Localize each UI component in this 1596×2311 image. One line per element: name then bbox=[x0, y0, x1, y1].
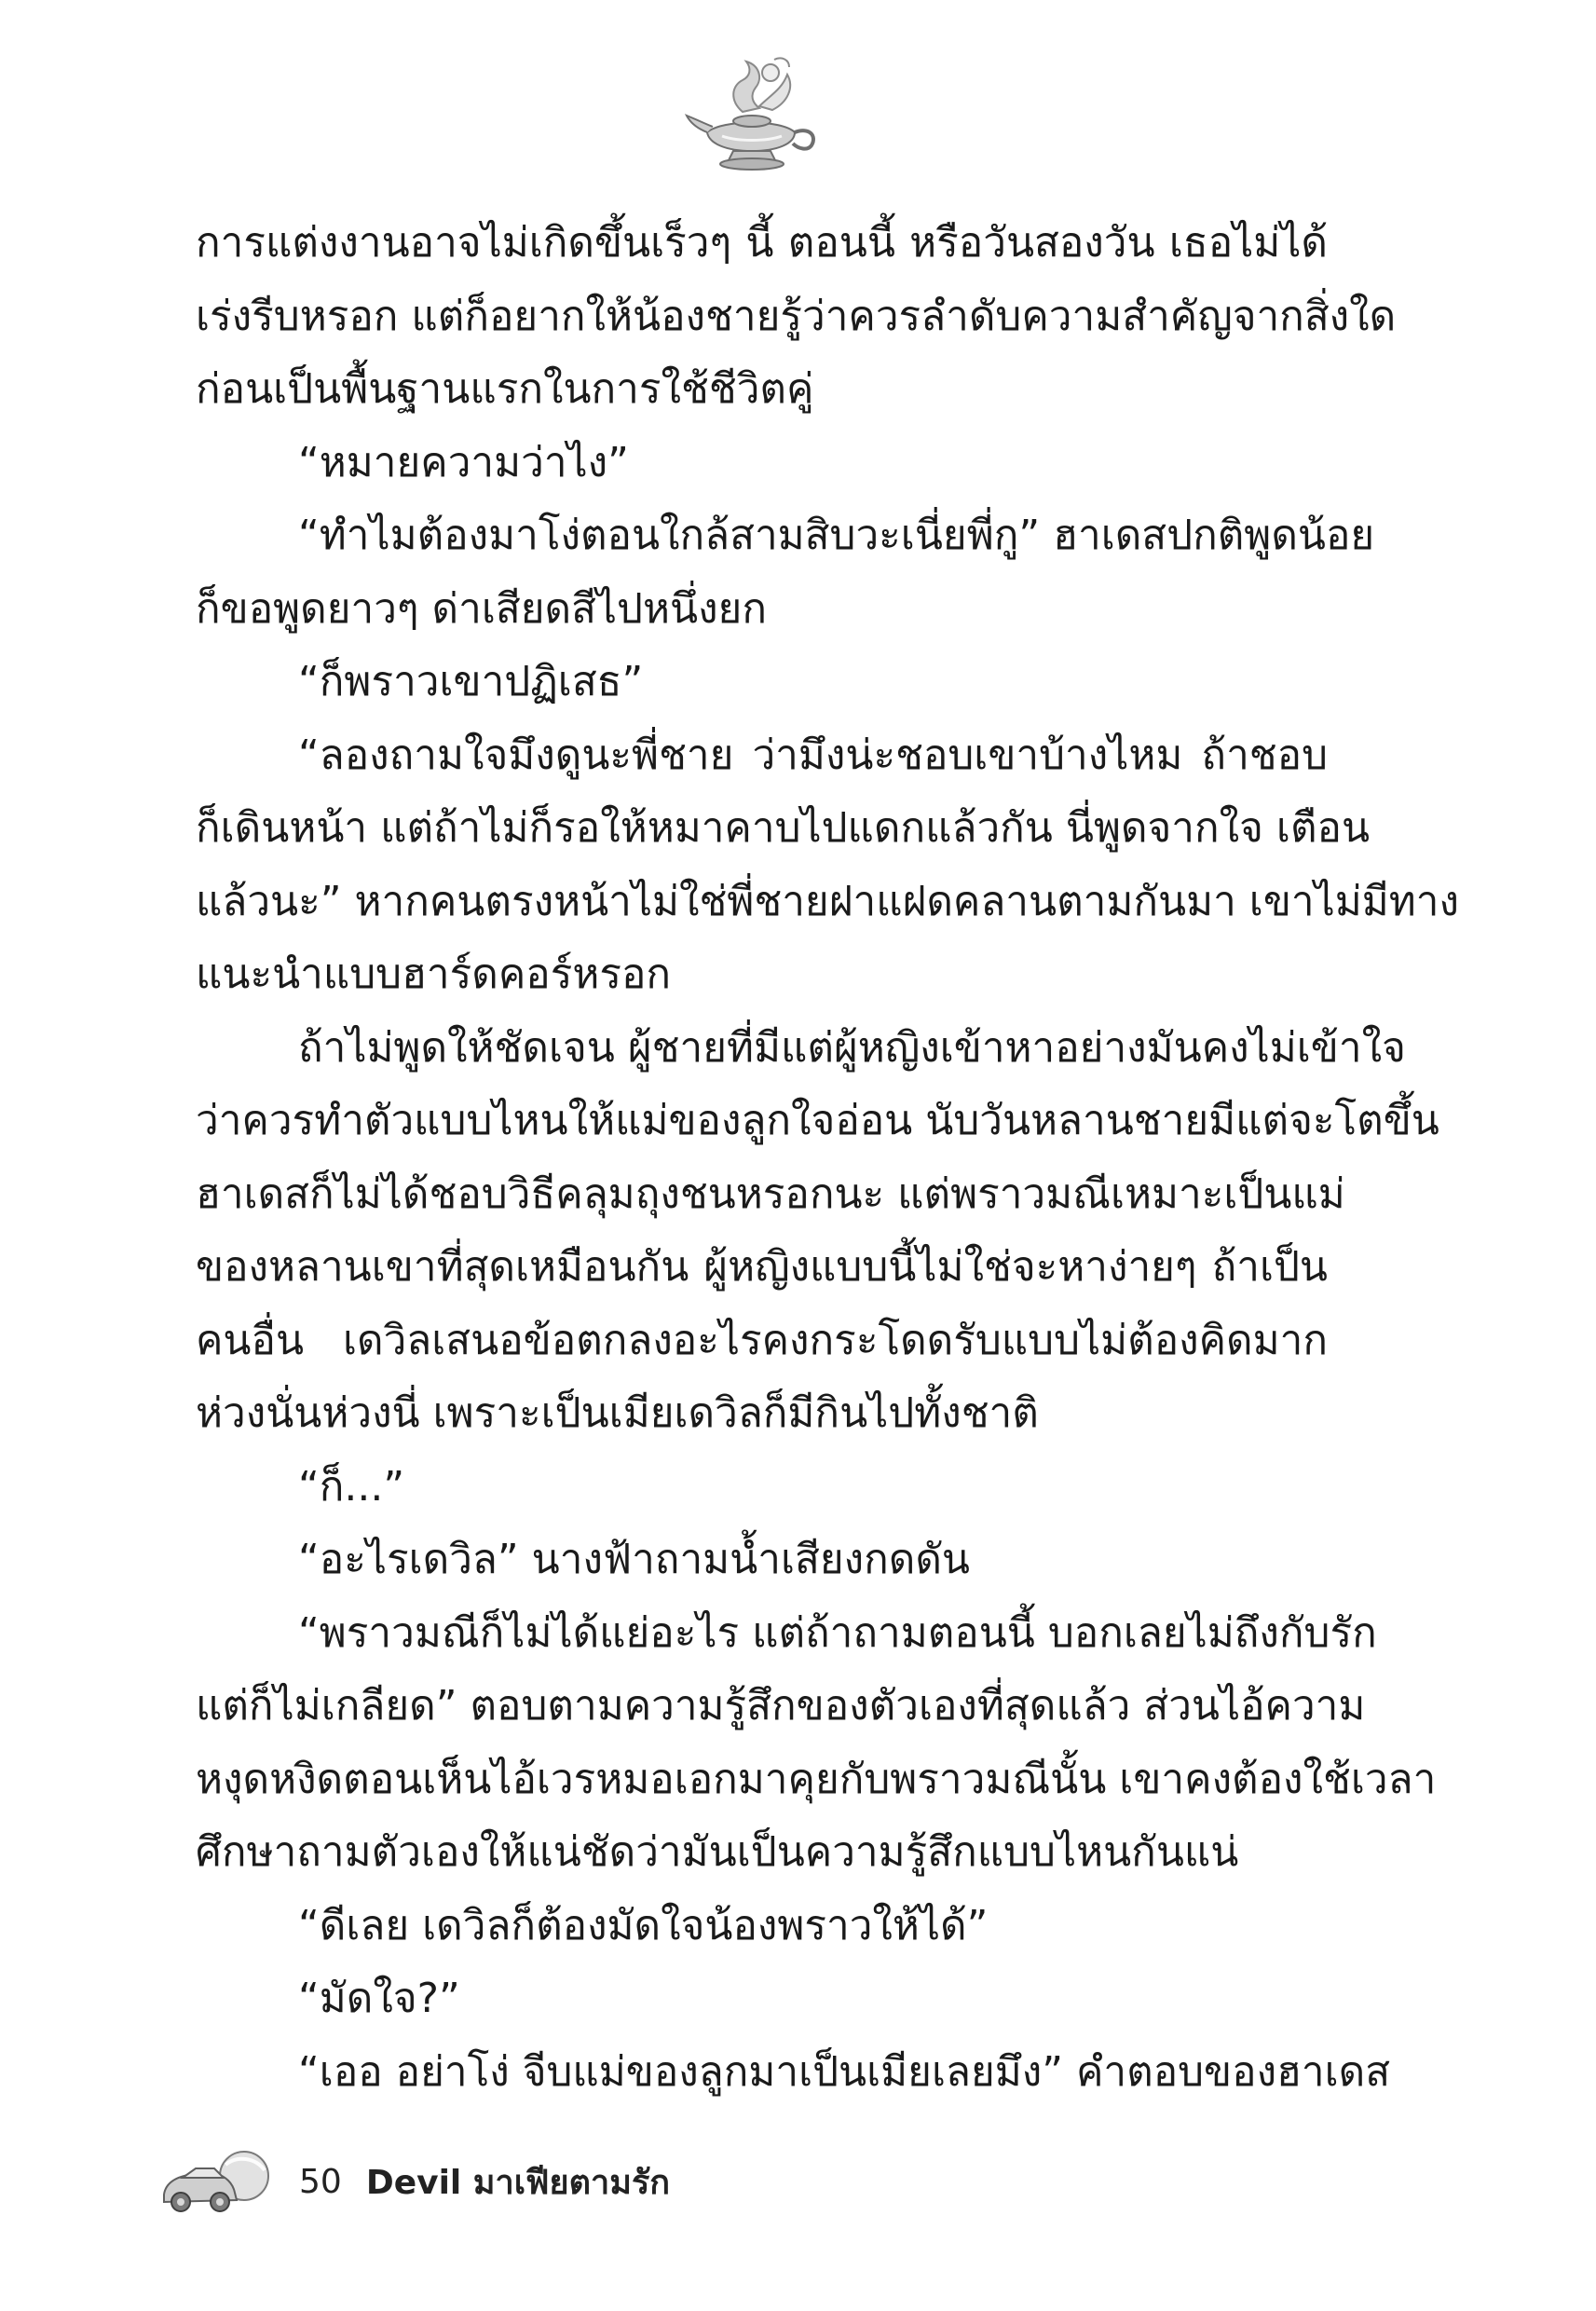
page-footer bbox=[158, 2148, 670, 2215]
text-line: “ก็...” bbox=[298, 1462, 405, 1511]
text-line: แนะนำแบบฮาร์ดคอร์หรอก bbox=[196, 950, 672, 998]
genie-lamp-icon bbox=[685, 54, 825, 175]
page-number: 50 bbox=[299, 2162, 342, 2201]
text-line: “ก็พราวเขาปฏิเสธ” bbox=[298, 658, 644, 705]
text-line: “มัดใจ?” bbox=[298, 1975, 460, 2022]
paragraph bbox=[196, 1012, 1439, 1451]
text-line: ศึกษาถามตัวเองให้แน่ชัดว่ามันเป็นความรู้สึกแบบไหนกันแน่ bbox=[196, 1828, 1239, 1876]
text-line: แต่ก็ไม่เกลียด” ตอบตามความรู้สึกของตัวเองที่สุดแล้ว ส่วนไอ้ความ bbox=[196, 1682, 1366, 1730]
body-text bbox=[196, 207, 1459, 2109]
car-and-ball-icon bbox=[158, 2148, 275, 2215]
text-line: การแต่งงานอาจไม่เกิดขึ้นเร็วๆ นี้ ตอนนี้ หรือวันสองวัน เธอไม่ได้ bbox=[196, 219, 1328, 267]
text-line: ว่าควรทำตัวแบบไหนให้แม่ของลูกใจอ่อน นับวันหลานชายมีแต่จะโตขึ้น bbox=[196, 1097, 1439, 1144]
paragraph bbox=[196, 207, 1397, 427]
text-line: ถ้าไม่พูดให้ชัดเจน ผู้ชายที่มีแต่ผู้หญิงเข้าหาอย่างมันคงไม่เข้าใจ bbox=[298, 1023, 1406, 1072]
paragraph bbox=[196, 499, 1375, 646]
paragraph bbox=[196, 427, 1328, 500]
paragraph bbox=[196, 2036, 1391, 2110]
text-line: หงุดหงิดตอนเห็นไอ้เวรหมอเอกมาคุยกับพราวมณีนั้น เขาคงต้องใช้เวลา bbox=[196, 1755, 1437, 1803]
text-line: ก็ขอพูดยาวๆ ด่าเสียดสีไปหนึ่งยก bbox=[196, 584, 767, 633]
paragraph bbox=[196, 1451, 1328, 1525]
text-line: แล้วนะ” หากคนตรงหน้าไม่ใช่พี่ชายฝาแฝดคลานตามกันมา เขาไม่มีทาง bbox=[196, 877, 1459, 925]
text-line: ห่วงนั่นห่วงนี่ เพราะเป็นเมียเดวิลก็มีกินไปทั้งชาติ bbox=[196, 1389, 1039, 1437]
text-line: ของหลานเขาที่สุดเหมือนกัน ผู้หญิงแบบนี้ไม่ใช่จะหาง่ายๆ ถ้าเป็น bbox=[196, 1243, 1328, 1291]
paragraph bbox=[196, 1597, 1437, 1890]
paragraph bbox=[196, 719, 1459, 1012]
paragraph bbox=[196, 1890, 1328, 1963]
text-line: ก่อนเป็นพื้นฐานแรกในการใช้ชีวิตคู่ bbox=[196, 365, 814, 413]
text-line: “หมายความว่าไง” bbox=[298, 438, 629, 486]
book-title: Devil มาเฟียตามรัก bbox=[365, 2163, 671, 2202]
text-line: “อะไรเดวิล” นางฟ้าถามน้ำเสียงกดดัน bbox=[298, 1536, 970, 1583]
paragraph bbox=[196, 646, 1328, 719]
text-line: “พราวมณีก็ไม่ได้แย่อะไร แต่ถ้าถามตอนนี้ บอกเลยไม่ถึงกับรัก bbox=[298, 1608, 1377, 1657]
text-line: เร่งรีบหรอก แต่ก็อยากให้น้องชายรู้ว่าควรลำดับความสำคัญจากสิ่งใด bbox=[196, 292, 1397, 340]
text-line: “ทำไมต้องมาโง่ตอนใกล้สามสิบวะเนี่ยพี่กู” ฮาเดสปกติพูดน้อย bbox=[298, 512, 1375, 559]
text-line: ฮาเดสก็ไม่ได้ชอบวิธีคลุมถุงชนหรอกนะ แต่พราวมณีเหมาะเป็นแม่ bbox=[196, 1169, 1345, 1218]
text-line: “ดีเลย เดวิลก็ต้องมัดใจน้องพราวให้ได้” bbox=[298, 1901, 989, 1949]
text-line: “ลองถามใจมึงดูนะพี่ชาย ว่ามึงน่ะชอบเขาบ้างไหม ถ้าชอบ bbox=[298, 731, 1328, 779]
text-line: คนอื่น เดวิลเสนอข้อตกลงอะไรคงกระโดดรับแบบไม่ต้องคิดมาก bbox=[196, 1316, 1328, 1364]
text-line: “เออ อย่าโง่ จีบแม่ของลูกมาเป็นเมียเลยมึง” คำตอบของฮาเดส bbox=[298, 2047, 1391, 2096]
text-line: ก็เดินหน้า แต่ถ้าไม่ก็รอให้หมาคาบไปแดกแล้วกัน นี่พูดจากใจ เตือน bbox=[196, 804, 1371, 852]
paragraph bbox=[196, 1962, 1328, 2036]
paragraph bbox=[196, 1524, 1328, 1597]
